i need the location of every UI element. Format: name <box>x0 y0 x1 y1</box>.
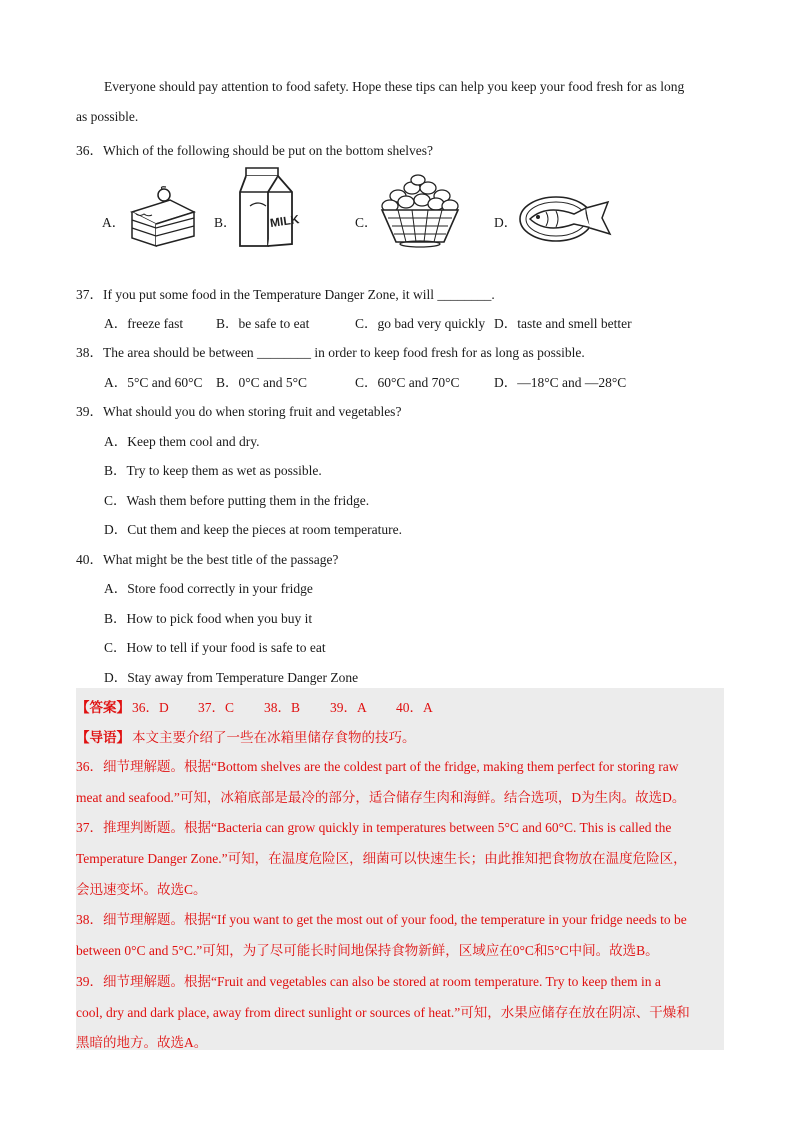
q40-option-d: D．Stay away from Temperature Danger Zone <box>104 670 359 685</box>
explanation-37-line-2: Temperature Danger Zone.”可知，在温度危险区，细菌可以快速生长；由此推知把食物放在温度危险区， <box>76 851 687 866</box>
q40-stem: 40．What might be the best title of the passage? <box>76 552 339 567</box>
q39-option-b: B．Try to keep them as wet as possible. <box>104 463 322 478</box>
q39-option-c: C．Wash them before putting them in the fridge. <box>104 493 370 508</box>
q37-option-a: A．freeze fast <box>104 316 184 331</box>
explanation-39-line-2: cool, dry and dark place, away from direct sunlight or sources of heat.”可知，水果应储存在放在阴凉、干燥和 <box>76 1005 690 1020</box>
answer-36: 36．D <box>132 700 169 715</box>
intro-line-2: as possible. <box>76 109 139 124</box>
q37-option-c: C．go bad very quickly <box>355 316 486 331</box>
q40-option-c: C．How to tell if your food is safe to eat <box>104 640 326 655</box>
explanation-39-line-1: 39．细节理解题。根据“Fruit and vegetables can also be stored at room temperature. Try to keep them in a <box>76 974 661 989</box>
explanation-37-line-3: 会迅速变坏。故选C。 <box>76 882 207 897</box>
q39-stem: 39．What should you do when storing fruit and vegetables? <box>76 404 402 419</box>
fish-on-plate-icon <box>516 194 612 244</box>
q37-stem: 37．If you put some food in the Temperature Danger Zone, it will ________. <box>76 287 495 302</box>
q38-option-b: B．0°C and 5°C <box>216 375 308 390</box>
q36-stem: 36．Which of the following should be put on the bottom shelves? <box>76 143 433 158</box>
fruit-basket-icon <box>378 174 462 248</box>
cake-icon <box>126 186 198 248</box>
explanation-38-line-2: between 0°C and 5°C.”可知，为了尽可能长时间地保持食物新鲜，区域应在0°C和5°C中间。故选B。 <box>76 943 659 958</box>
answer-38: 38．B <box>264 700 301 715</box>
q37-option-d: D．taste and smell better <box>494 316 632 331</box>
answer-40: 40．A <box>396 700 433 715</box>
q36-option-b-label: B． <box>214 215 237 230</box>
answer-39: 39．A <box>330 700 367 715</box>
guide-text: 本文主要介绍了一些在冰箱里储存食物的技巧。 <box>132 730 416 745</box>
milk-carton-icon <box>238 166 301 248</box>
explanation-38-line-1: 38．细节理解题。根据“If you want to get the most out of your food, the temperature in your fridge needs to be <box>76 912 687 927</box>
q39-option-d: D．Cut them and keep the pieces at room temperature. <box>104 522 403 537</box>
milk-carton-text: MILK <box>269 212 301 231</box>
explanation-36-line-2: meat and seafood.”可知，冰箱底部是最冷的部分，适合储存生肉和海鲜。结合选项，D为生肉。故选D。 <box>76 790 686 805</box>
q38-option-a: A．5°C and 60°C <box>104 375 203 390</box>
answer-tag: 【答案】 <box>76 700 130 715</box>
q36-option-c-label: C． <box>355 215 378 230</box>
answer-37: 37．C <box>198 700 235 715</box>
q36-option-d-label: D． <box>494 215 518 230</box>
q37-option-b: B．be safe to eat <box>216 316 310 331</box>
explanation-39-line-3: 黑暗的地方。故选A。 <box>76 1035 208 1050</box>
q39-option-a: A．Keep them cool and dry. <box>104 434 260 449</box>
intro-line-1: Everyone should pay attention to food safety. Hope these tips can help you keep your food fresh for as long <box>104 79 685 94</box>
explanation-37-line-1: 37．推理判断题。根据“Bacteria can grow quickly in temperatures between 5°C and 60°C. This is called the <box>76 820 672 835</box>
q38-stem: 38．The area should be between ________ in order to keep food fresh for as long as possible. <box>76 345 585 360</box>
q38-option-d: D．—18°C and —28°C <box>494 375 627 390</box>
q40-option-b: B．How to pick food when you buy it <box>104 611 313 626</box>
q36-option-a-label: A． <box>102 215 126 230</box>
guide-tag: 【导语】 <box>76 730 130 745</box>
q38-option-c: C．60°C and 70°C <box>355 375 460 390</box>
explanation-36-line-1: 36．细节理解题。根据“Bottom shelves are the coldest part of the fridge, making them perfect for storing raw <box>76 759 679 774</box>
q40-option-a: A．Store food correctly in your fridge <box>104 581 313 596</box>
